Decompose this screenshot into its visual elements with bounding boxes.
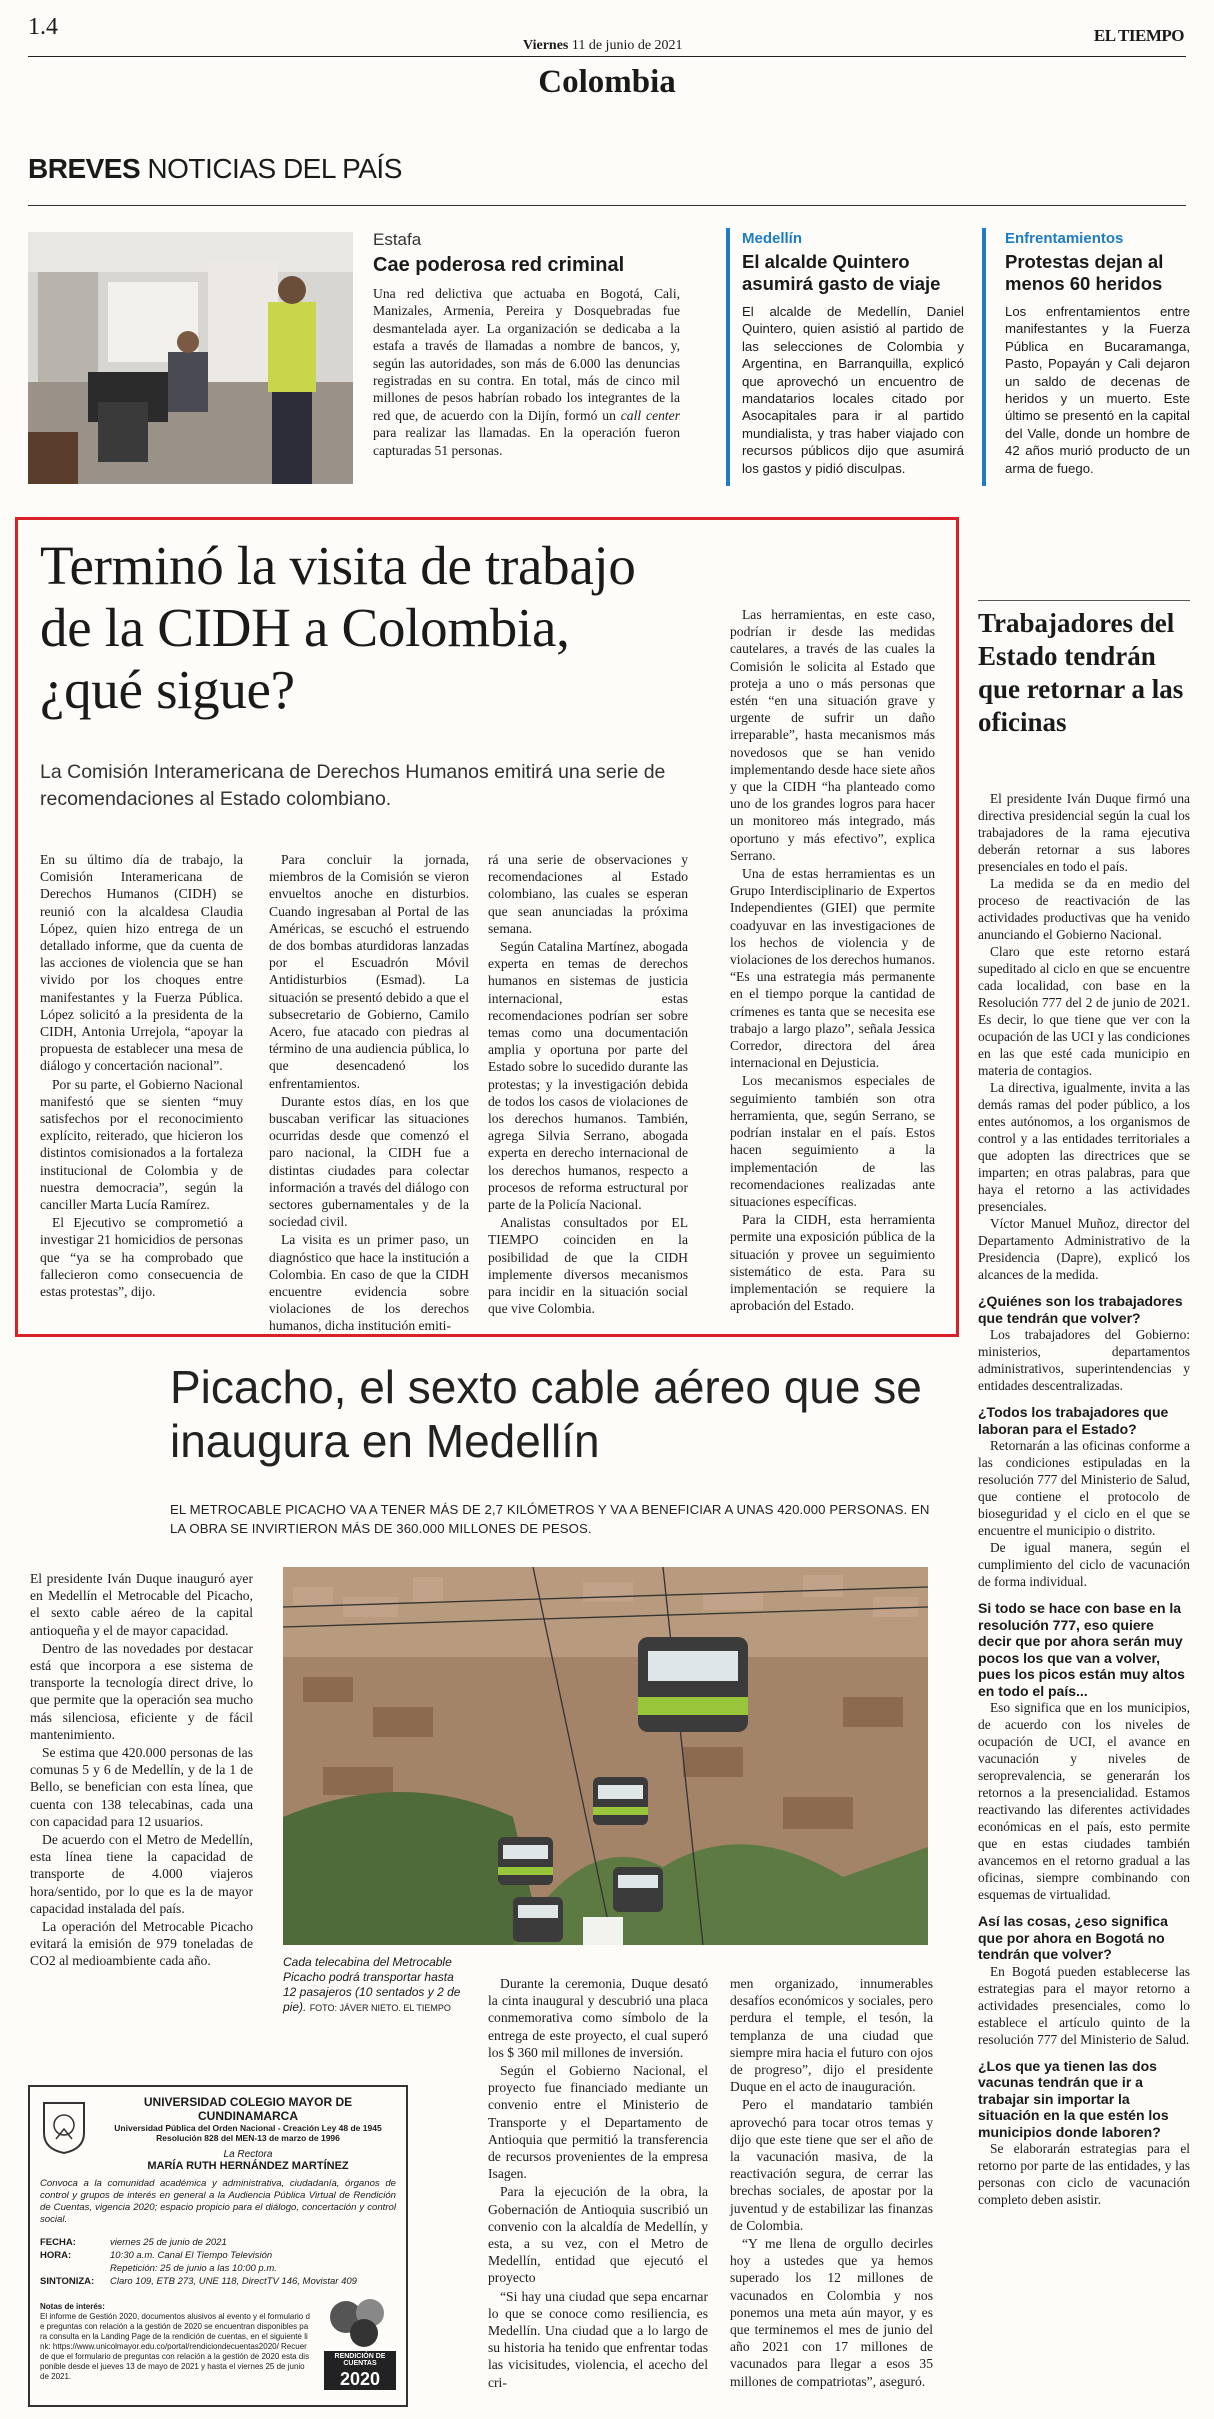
ad-rector-title: La Rectora (223, 2149, 273, 2160)
breve-item-2 (742, 230, 964, 477)
qa-question: Así las cosas, ¿eso significa que por ahora en Bogotá no tendrán que volver? (978, 1913, 1168, 1962)
picacho-headline: Picacho, el sexto cable aéreo que se inaugura en Medellín (170, 1361, 922, 1467)
breves-label: BREVES NOTICIAS DEL PAÍS (28, 153, 402, 184)
rendicion-badge: RENDICIÓN DE CUENTAS 2020 (324, 2295, 396, 2395)
breve-body: Una red delictiva que actuaba en Bogotá, Cali, Manizales, Armenia, Pereira y Dosquebradas fue desmantelada ayer. La organización se dedicaba a la estafa a través de llamadas a nombre de bancos, y, según las autoridades, son más de 6.000 las denuncias registradas en su contra. En total, más de cinco mil millones de pesos habrían robado los integrantes de la red que, de acuerdo con la Dijín, formó un call center para realizar las llamadas. En la operación fueron capturadas 51 personas. (373, 286, 680, 458)
breve-kicker: Enfrentamientos (1005, 230, 1124, 247)
ad-legal: Resolución 828 del MEN-13 de marzo de 1996 (156, 2133, 340, 2143)
picacho-col-1: El presidente Iván Duque inauguró ayer en Medellín el Metrocable del Picacho, el sexto cable aéreo de la capital antioqueña y el de mayor capacidad. Dentro de las novedades por destacar está que incorpora a ese sistema de transporte la tecnología direct drive, lo que permite que la operación sea mucho más silenciosa, eficiente y de fácil mantenimiento. Se estima que 420.000 personas de las comunas 5 y 6 de Medellín, y de la 1 de Bello, se benefician con esta línea, que cuenta con 138 telecabinas, cada una con capacidad para 12 usuarios. De acuerdo con el Metro de Medellín, esta línea tiene la capacidad de transporte de 4.000 viajeros hora/sentido, por lo que es la de mayor capacidad instalada del país. La operación del Metrocable Picacho evitará la emisión de 979 toneladas de CO2 al medioambiente cada año. (30, 1571, 253, 1969)
breve-body: Los enfrentamientos entre manifestantes y la Fuerza Pública en Bucaramanga, Pasto, Popayán y Cali dejaron un saldo de decenas de heridos y un muerto. Este último se presentó en la capital del Valle, donde un hombre de 42 años murió producto de un arma de fuego. (1005, 304, 1190, 476)
sidebar-rule (978, 600, 1190, 601)
cidh-dek: La Comisión Interamericana de Derechos Humanos emitirá una serie de recomendaciones al Estado colombiano. (40, 761, 666, 810)
brand-logo: EL TIEMPO (1093, 26, 1184, 45)
speech-bubbles-icon (324, 2295, 396, 2351)
breve-kicker: Estafa (373, 230, 422, 249)
qa-question: ¿Quiénes son los trabajadores que tendrán que volver? (978, 1293, 1183, 1326)
page-number: 1.4 (28, 14, 58, 40)
metrocable-photo (283, 1567, 928, 1945)
qa-question: ¿Todos los trabajadores que laboran para el Estado? (978, 1404, 1169, 1437)
cidh-col-1: En su último día de trabajo, la Comisión Interamericana de Derechos Humanos (CIDH) se reunió con la alcaldesa Claudia López, quien hizo entrega de un detallado informe, que da cuenta de las acciones de violencia que se han vivido por los choques entre manifestantes y la Fuerza Pública. López solicitó a la presidenta de la CIDH, Antonia Urrejola, “apoyar la propuesta de establecer una mesa de diálogo y concertación nacional”. Por su parte, el Gobierno Nacional manifestó que se sienten “muy satisfechos por el reconocimiento explícito, reiterado, que hicieron los distintos comisionados a la fortaleza institucional de Colombia y de nuestra democracia”, según la canciller Marta Lucía Ramírez. El Ejecutivo se comprometió a investigar 21 homicidios de personas que “ya se ha comprobado que fallecieron como consecuencia de estas protestas”, dijo. (40, 852, 243, 1300)
cidh-col-3: rá una serie de observaciones y recomendaciones al Estado colombiano, las cuales se esperan que sean anunciadas la próxima semana. Según Catalina Martínez, abogada experta en temas de derechos humanos en sistemas de justicia internacional, estas recomendaciones podrían ser sobre temas como una documentación amplia y oportuna por parte del Estado sobre lo sucedido durante las protestas; y la investigación debida de todos los casos de violaciones de los derechos humanos. También, agrega Silvia Serrano, abogada experta en derecho internacional de los derechos humanos, respecto a procesos de reforma estructural por parte de la Policía Nacional. Analistas consultados por EL TIEMPO coinciden en la posibilidad de que la CIDH implemente diversos mecanismos para incidir en la situación social que vive Colombia. (488, 852, 688, 1317)
picacho-col-3: men organizado, innumerables desafíos económicos y sociales, pero perdura el temple, el tesón, la templanza de una ciudad que siempre mira hacia el futuro con ojos de progreso”, dijo el presidente Duque en el acto de inauguración. Pero el mandatario también aprovechó para tocar otros temas y dijo que este tiene que ser el año de la vacunación masiva, de la reactivación segura, de cerrar las brechas sociales, de apostar por la juventud y de estabilizar las finanzas de Colombia. “Y me llena de orgullo decirles hoy a ustedes que ya hemos superado los 12 millones de vacunados en Colombia y nos ponemos una meta aún mayor, y es que terminemos el mes de junio del año 2021 con 17 millones de vacunados para llegar a esos 35 millones de compatriotas”, aseguró. (730, 1976, 933, 2389)
ad-invite: Convoca a la comunidad académica y administrativa, ciudadanía, órganos de control y grupos de interés en general a la Audiencia Pública Virtual de Rendición de Cuentas, vigencia 2020; espacio propicio para el diálogo, concertación y control social. (40, 2178, 396, 2225)
cidh-col-2: Para concluir la jornada, miembros de la Comisión se vieron envueltos anoche en disturbios. Cuando ingresaban al Portal de las Américas, se escuchó el estruendo de dos bombas aturdidoras lanzadas por el Escuadrón Móvil Antidisturbios (Esmad). La situación se presentó debido a que el subsecretario de Gobierno, Camilo Acero, fue atacado con piedras al término de una audiencia pública, lo que desencadenó los enfrentamientos. Durante estos días, en los que buscaban verificar las situaciones ocurridas desde que comenzó el paro nacional, la CIDH fue a distintas ciudades para colectar información a través del diálogo con sectores gubernamentales y de la sociedad civil. La visita es un primer paso, un diagnóstico que hace la institución a Colombia. En caso de que la CIDH encuentre evidencia sobre violaciones de los derechos humanos, dicha institución emiti- (269, 852, 469, 1334)
picacho-col-2: Durante la ceremonia, Duque desató la cinta inaugural y descubrió una placa conmemorativa como símbolo de la entrega de este proyecto, el cual superó los $ 360 mil millones de inversión. Según el Gobierno Nacional, el proyecto fue financiado mediante un convenio entre el Ministerio de Transporte y el Departamento de Antioquia que permitió la transferencia de recursos provenientes de la empresa Isagen. Para la ejecución de la obra, la Gobernación de Antioquia suscribió un convenio con la alcaldía de Medellín, y esta, a su vez, con el Metro de Medellín, entidad que ejecutó el proyecto “Si hay una ciudad que sepa encarnar lo que se conoce como resiliencia, es Medellín. Una ciudad que a lo largo de su historia ha tenido que enfrentar todas las vicisitudes, violencia, el acecho del cri- (488, 1976, 708, 2390)
blue-divider (726, 228, 730, 486)
breve-item-3 (1005, 230, 1190, 477)
picacho-dek: EL METROCABLE PICACHO VA A TENER MÁS DE 2,7 KILÓMETROS Y VA A BENEFICIAR A UNAS 420.000 PERSONAS. EN LA OBRA SE INVIRTIERON MÁS DE 360.000 MILLONES DE PESOS. (170, 1502, 930, 1536)
sidebar-body: El presidente Iván Duque firmó una directiva presidencial según la cual los trabajadores de la rama ejecutiva deberán retornar a sus labores presenciales en todo el país. La medida se da en medio del proceso de reactivación de las actividades productivas que ha venido anunciando el Gobierno Nacional. Claro que este retorno estará supeditado al ciclo en que se encuentre cada localidad, con base en la Resolución 777 del 2 de junio de 2021. Es decir, lo que tiene que ver con la ocupación de las UCI y las condiciones en las que esté cada municipio en materia de contagios. La directiva, igualmente, invita a las demás ramas del poder público, a los entes autónomos, a los organismos de control y a las entidades territoriales a que adopten las directrices que se imparten; en otras palabras, para que haya el retorno a las actividades presenciales. Víctor Manuel Muñoz, director del Departamento Administrativo de la Presidencia (Dapre), explicó los alcances de la medida. ¿Quiénes son los trabajadores que tendrán que volver? Los trabajadores del Gobierno: ministerios, departamentos administrativos, superintendencias y entidades descentralizadas. ¿Todos los trabajadores que laboran para el Estado? Retornarán a las oficinas conforme a las condiciones estipuladas en la resolución 777 del Ministerio de Salud, que contiene el protocolo de bioseguridad y el ciclo en el que se encuentre el municipio o distrito. De igual manera, según el cumplimiento del ciclo de vacunación de forma individual. Si todo se hace con base en la resolución 777, eso quiere decir que por ahora serán muy pocos los que van a volver, pues los picos están muy altos en todo el país... Eso significa que en los municipios, de acuerdo con los niveles de ocupación de UCI, el avance en vacunación y niveles de seroprevalencia, se generarán los retornos a la presencialidad. Estamos reactivando las diferentes actividades económicas en el país, esto permite que en estas ciudades también avancemos en el retorno gradual a las oficinas, siempre combinando con esquemas de virtualidad. Así las cosas, ¿eso significa que por ahora en Bogotá no tendrán que volver? En Bogotá pueden establecerse las estrategias para el mayor retorno a actividades presenciales, como lo establece el artículo quinto de la resolución 777 del Ministerio de Salud. ¿Los que ya tienen las dos vacunas tendrán que ir a trabajar sin importar la situación en la que estén los municipios donde laboren? Se elaborarán estrategias para el retorno por parte de las entidades, y las personas con ciclo de vacunación completo deben asistir. (978, 791, 1190, 2207)
breve-kicker: Medellín (742, 230, 803, 247)
section-title: Colombia (538, 64, 676, 100)
university-seal-icon (40, 2099, 88, 2155)
breve-headline: Protestas dejan al menos 60 heridos (1005, 251, 1164, 294)
university-ad (28, 2085, 408, 2407)
breves-photo (28, 232, 353, 484)
qa-question: Si todo se hace con base en la resolución 777, eso quiere decir que por ahora serán muy pocos los que van a volver, pues los picos están muy altos en todo el país... (978, 1600, 1185, 1699)
ad-rector-name: MARÍA RUTH HERNÁNDEZ MARTÍNEZ (147, 2160, 349, 2172)
ad-legal: Universidad Pública del Orden Nacional - Creación Ley 48 de 1945 (114, 2123, 382, 2133)
blue-divider (982, 228, 986, 486)
breve-body: El alcalde de Medellín, Daniel Quintero, quien asistió al partido de las selecciones de Colombia y Argentina, en Barranquilla, explicó que aprovechó un encuentro de mandatarios locales citado por Asocapitales para ir al partido mundialista, y tras haber viajado con recursos públicos dijo que asumirá los gastos y pidió disculpas. (742, 304, 964, 476)
photo-caption: Cada telecabina del Metrocable Picacho podrá transportar hasta 12 pasajeros (10 sentados y 2 de pie). FOTO: JÁVER NIETO. EL TIEMPO (283, 1955, 461, 2014)
ad-university: UNIVERSIDAD COLEGIO MAYOR DE CUNDINAMARCA (143, 2095, 353, 2123)
breve-item-1 (373, 230, 680, 459)
date-line: Viernes 11 de junio de 2021 (523, 38, 683, 53)
breve-headline: El alcalde Quintero asumirá gasto de viaje (742, 251, 941, 294)
breves-rule (28, 205, 1186, 206)
header-rule (28, 56, 1186, 57)
sidebar-headline: Trabajadores del Estado tendrán que retornar a las oficinas (978, 608, 1184, 737)
ad-details: FECHA: viernes 25 de junio de 2021 HORA: 10:30 a.m. Canal El Tiempo Televisión Repetición: 25 de junio a las 10:00 p.m. SINTONIZA: Claro 109, ETB 273, UNE 118, DirectTV 146, Movistar 409 (40, 2237, 357, 2287)
cidh-col-4: Las herramientas, en este caso, podrían ir desde las medidas cautelares, a través de las cuales la Comisión le solicita al Estado que proteja a uno o más personas que estén “en una situación grave y urgente de sufrir un daño irreparable”, hasta mecanismos más novedosos que se han venido implementando desde hace siete años y que la CIDH “ha planteado como uno de los grandes logros para hacer un monitoreo más integrado, más oportuno y más efectivo”, explica Serrano. Una de estas herramientas es un Grupo Interdisciplinario de Expertos Independientes (GIEI) que permite coadyuvar en las investigaciones de los hechos de violencia y de violaciones de los derechos humanos. “Es una estrategia más permanente en el tiempo porque la cantidad de crímenes es tanta que se necesita ese trabajo a largo plazo”, señala Jessica Corredor, directora del área internacional en Dejusticia. Los mecanismos especiales de seguimiento también son otra herramienta, que, según Serrano, se podrían instalar en el país. Estos hacen seguimiento a la implementación de las recomendaciones realizadas ante situaciones específicas. Para la CIDH, esta herramienta permite una exposición pública de la situación y provee un seguimiento sistemático de esta. Para su implementación se requiere la aprobación del Estado. (730, 607, 935, 1314)
ad-notes: Notas de interés: El informe de Gestión 2020, documentos alusivos al evento y el formulario de preguntas con relación a la gestión de 2020 se encuentran disponibles para consulta en la Landing Page de la rendición de cuentas, en el siguiente link: https://www.unicolmayor.edu.co/portal/rendiciondecuentas2020/ Recuerde que el formulario de preguntas con relación a la gestión de 2020 esta disponible desde el jueves 13 de mayo de 2021 y hasta el viernes 25 de junio de 2021. (40, 2302, 310, 2381)
qa-question: ¿Los que ya tienen las dos vacunas tendrán que ir a trabajar sin importar la situación en la que estén los municipios donde laboren? (978, 2057, 1169, 2140)
breve-headline: Cae poderosa red criminal (373, 254, 625, 276)
cidh-headline: Terminó la visita de trabajo de la CIDH a Colombia, ¿qué sigue? (40, 535, 636, 720)
